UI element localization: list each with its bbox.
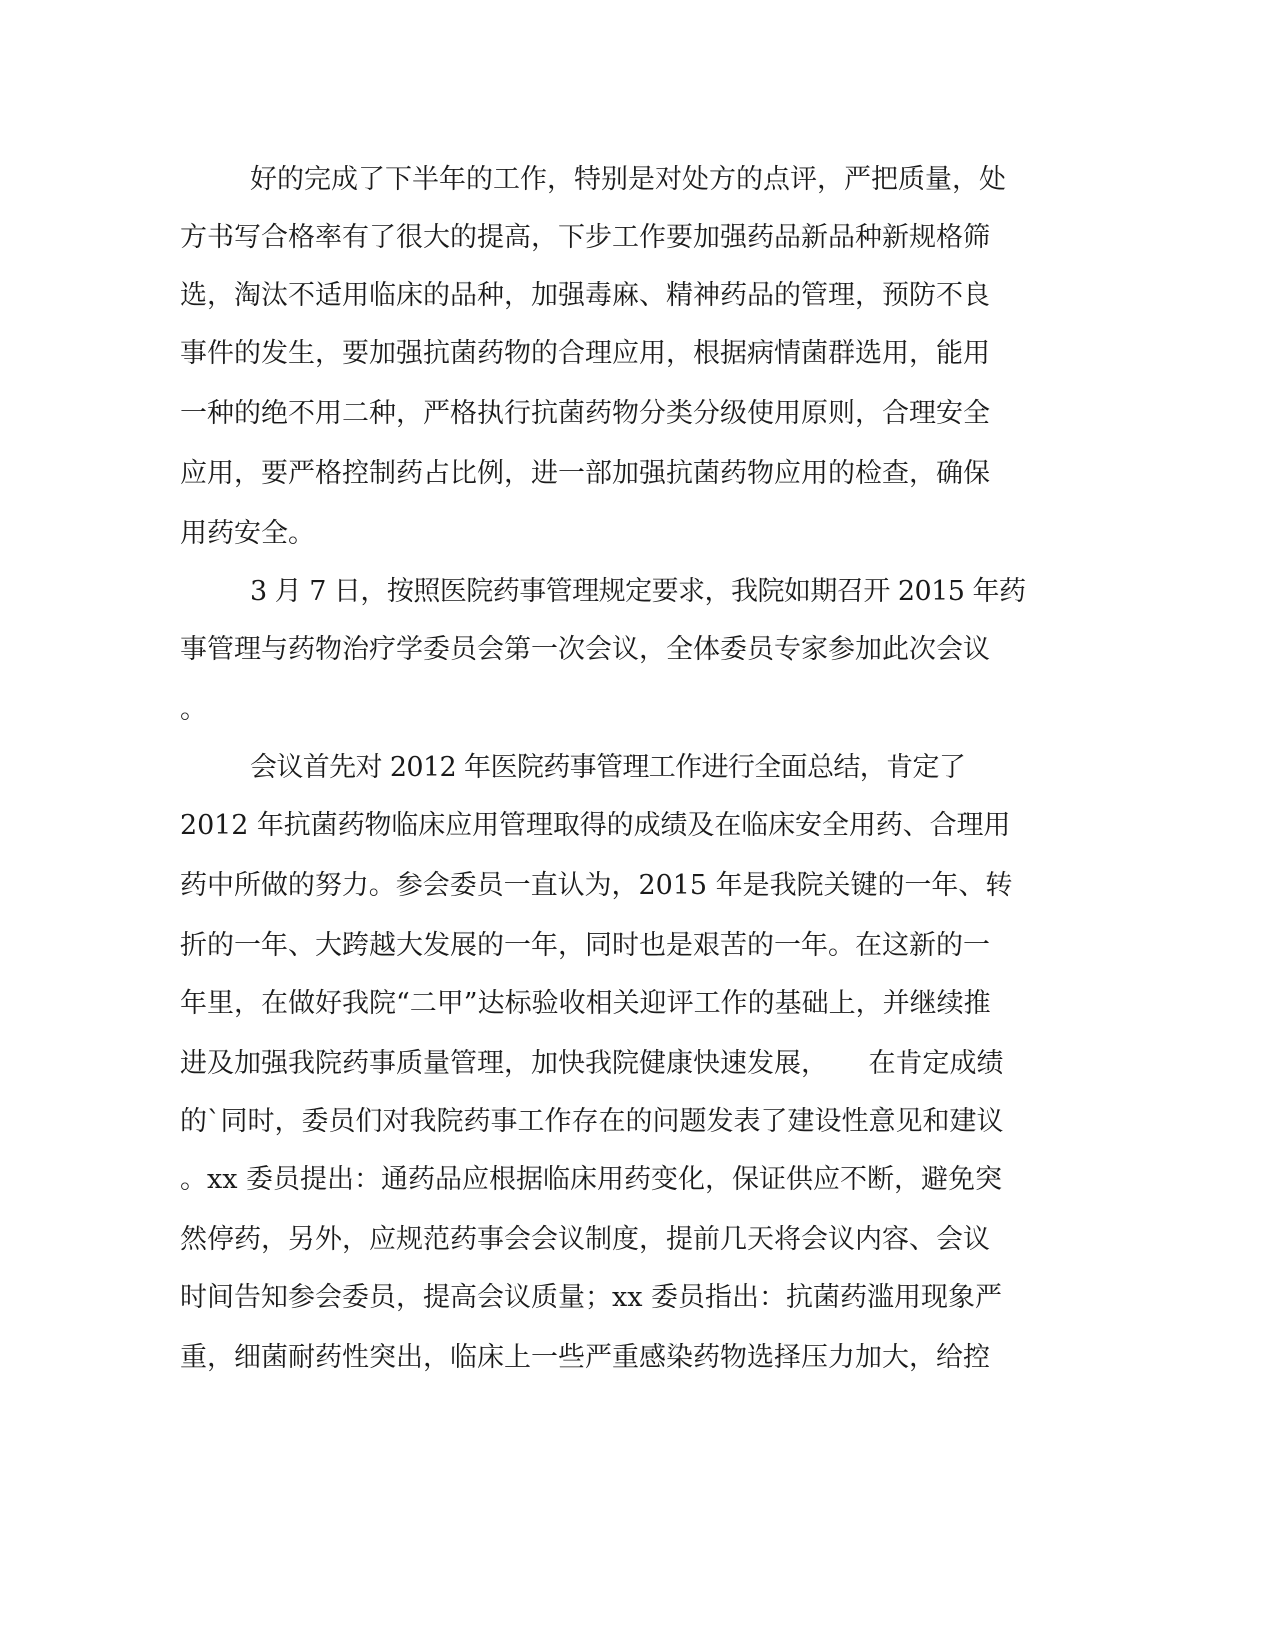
text-line: 年里，在做好我院“二甲”达标验收相关迎评工作的基础上，并继续推 bbox=[180, 988, 991, 1019]
text-line: 时间告知参会委员，提高会议质量；xx 委员指出：抗菌药滥用现象严 bbox=[180, 1282, 1003, 1313]
text-line: 好的完成了下半年的工作，特别是对处方的点评，严把质量，处 bbox=[250, 164, 1006, 195]
text-line: 2012 年抗菌药物临床应用管理取得的成绩及在临床安全用药、合理用 bbox=[180, 810, 1011, 841]
text-line: 用药安全。 bbox=[180, 518, 315, 549]
text-line: 进及加强我院药事质量管理，加快我院健康快速发展， 在肯定成绩 bbox=[180, 1048, 1004, 1079]
text-line: 一种的绝不用二种，严格执行抗菌药物分类分级使用原则，合理安全 bbox=[180, 398, 990, 429]
text-line: 方书写合格率有了很大的提高，下步工作要加强药品新品种新规格筛 bbox=[180, 222, 990, 253]
text-line: 事管理与药物治疗学委员会第一次会议，全体委员专家参加此次会议 bbox=[180, 634, 990, 665]
text-line: 选，淘汰不适用临床的品种，加强毒麻、精神药品的管理，预防不良 bbox=[180, 280, 990, 311]
text-line: 事件的发生，要加强抗菌药物的合理应用，根据病情菌群选用，能用 bbox=[180, 338, 990, 369]
text-line: 药中所做的努力。参会委员一直认为，2015 年是我院关键的一年、转 bbox=[180, 870, 1013, 901]
text-line: 应用，要严格控制药占比例，进一部加强抗菌药物应用的检查，确保 bbox=[180, 458, 990, 489]
text-line: 重，细菌耐药性突出，临床上一些严重感染药物选择压力加大，给控 bbox=[180, 1342, 990, 1373]
text-line: 的`同时，委员们对我院药事工作存在的问题发表了建设性意见和建议 bbox=[180, 1106, 1004, 1137]
text-line: 然停药，另外，应规范药事会会议制度，提前几天将会议内容、会议 bbox=[180, 1224, 990, 1255]
text-line: 。xx 委员提出：通药品应根据临床用药变化，保证供应不断，避免突 bbox=[180, 1164, 1003, 1195]
text-line: 折的一年、大跨越大发展的一年，同时也是艰苦的一年。在这新的一 bbox=[180, 930, 990, 961]
text-line: 3 月 7 日，按照医院药事管理规定要求，我院如期召开 2015 年药 bbox=[250, 576, 1026, 607]
text-line: 。 bbox=[180, 694, 207, 725]
text-line: 会议首先对 2012 年医院药事管理工作进行全面总结，肯定了 bbox=[250, 752, 966, 783]
